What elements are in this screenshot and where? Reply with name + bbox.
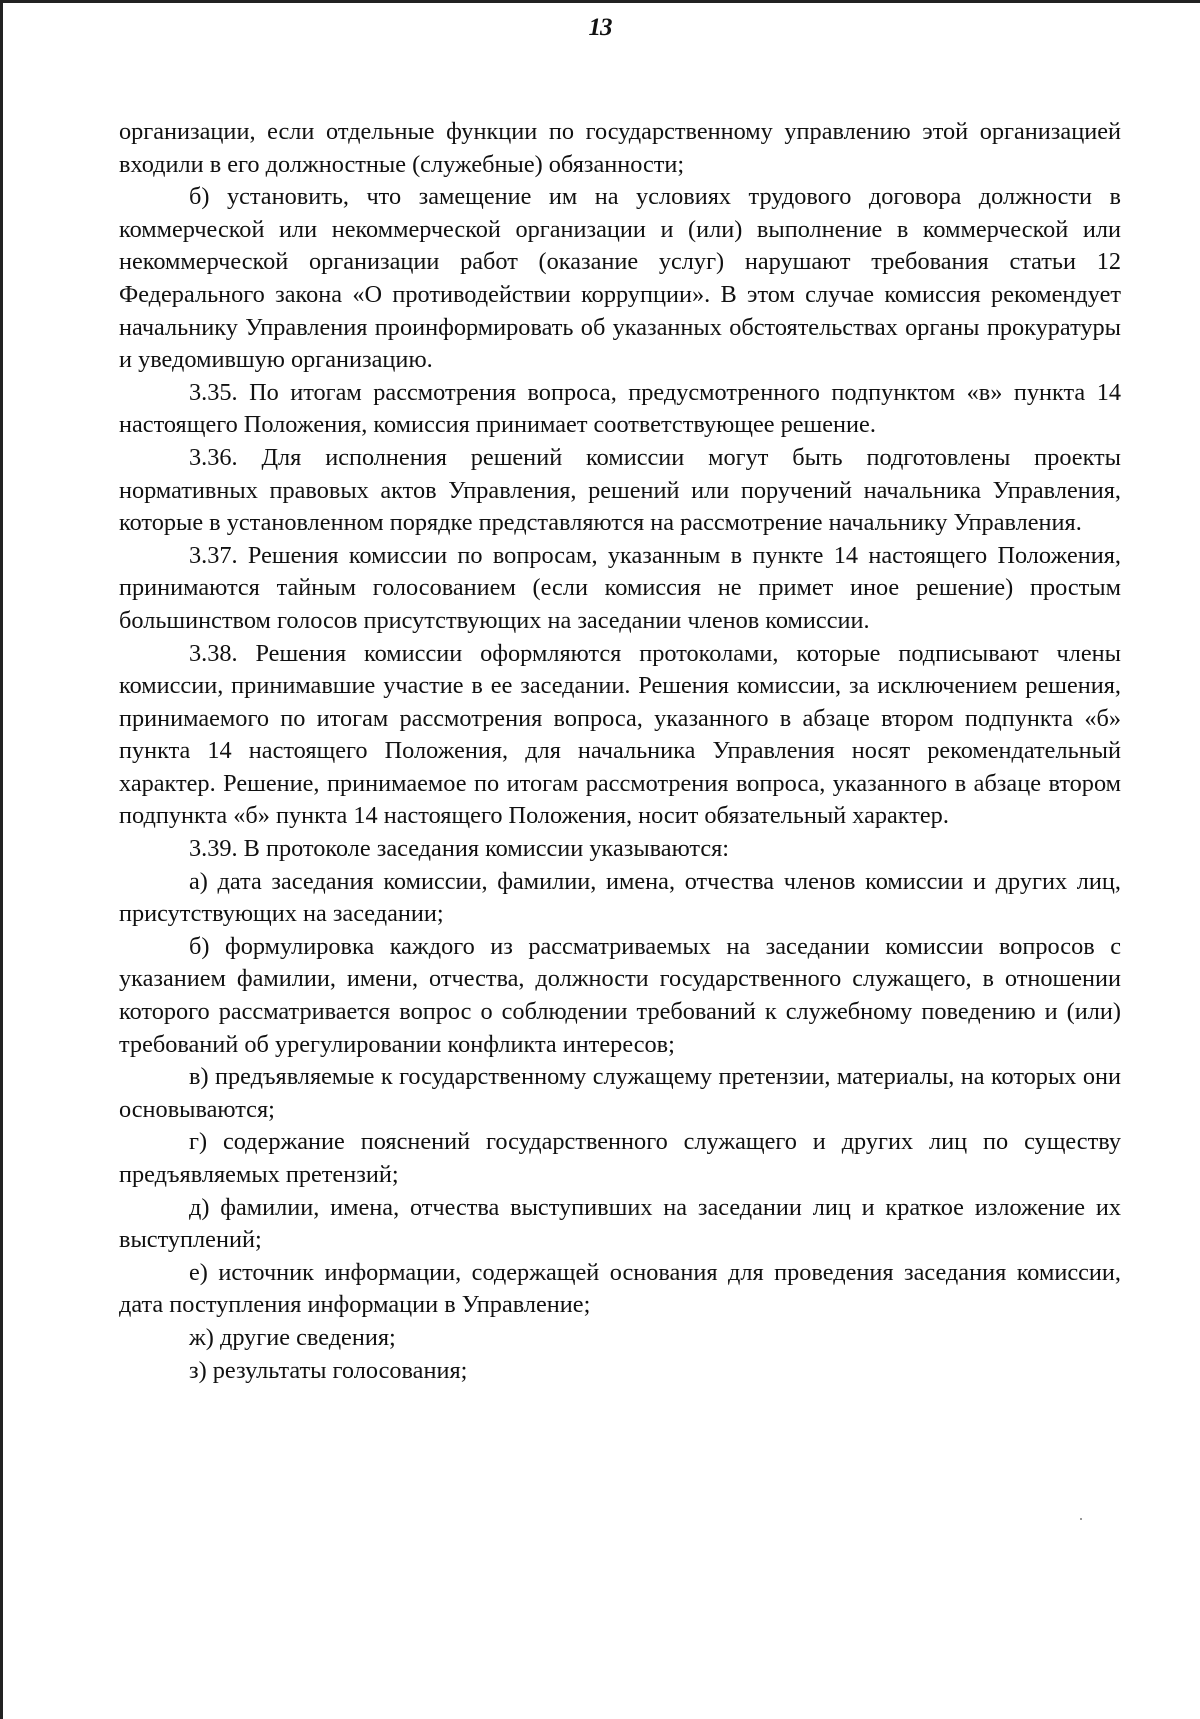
scan-speck [1080,1518,1082,1520]
list-item-e: е) источник информации, содержащей основания для проведения заседания комиссии, дата поступления информации в Управление; [119,1258,1121,1319]
list-item-zh: ж) другие сведения; [189,1323,396,1351]
list-item-v: в) предъявляемые к государственному служащему претензии, материалы, на которых они основываются; [119,1063,1121,1123]
scan-border-left [0,0,3,1719]
paragraph-3-37: 3.37. Решения комиссии по вопросам, указанным в пункте 14 настоящего Положения, принимаются тайным голосованием (если комиссия не примет иное решение) простым большинством голосов присутствующих на заседании членов комиссии. [119,541,1121,634]
list-item-z: з) результаты голосования; [189,1356,468,1384]
document-body [119,116,1121,1387]
paragraph-b-establish: б) установить, что замещение им на условиях трудового договора должности в коммерческой или некоммерческой организации и (или) выполнение в коммерческой или некоммерческой организации работ (оказание услуг) нарушают требования статьи 12 Федерального закона «О противодействии коррупции». В этом случае комиссия рекомендует начальнику Управления проинформировать об указанных обстоятельствах органы прокуратуры и уведомившую организацию. [119,183,1121,374]
scan-border-top [0,0,1200,3]
paragraph-3-36: 3.36. Для исполнения решений комиссии могут быть подготовлены проекты нормативных правовых актов Управления, решений или поручений начальника Управления, которые в установленном порядке представляются на рассмотрение начальнику Управления. [119,443,1121,537]
paragraph-3-35: 3.35. По итогам рассмотрения вопроса, предусмотренного подпунктом «в» пункта 14 настоящего Положения, комиссия принимает соответствующее решение. [119,378,1121,439]
list-item-g: г) содержание пояснений государственного служащего и других лиц по существу предъявляемых претензий; [119,1128,1121,1188]
list-item-b: б) формулировка каждого из рассматриваемых на заседании комиссии вопросов с указанием фамилии, имени, отчества, должности государственного служащего, в отношении которого рассматривается вопрос о соблюдении требований к служебному поведению и (или) требований об урегулировании конфликта интересов; [119,932,1121,1058]
paragraph-3-38: 3.38. Решения комиссии оформляются протоколами, которые подписывают члены комиссии, принимавшие участие в ее заседании. Решения комиссии, за исключением решения, принимаемого по итогам рассмотрения вопроса, указанного в абзаце втором подпункта «б» пункта 14 настоящего Положения, для начальника Управления носят рекомендательный характер. Решение, принимаемое по итогам рассмотрения вопроса, указанного в абзаце втором подпункта «б» пункта 14 настоящего Положения, носит обязательный характер. [119,639,1121,830]
paragraph-3-39: 3.39. В протоколе заседания комиссии указываются: [189,835,730,863]
paragraph-continuation: организации, если отдельные функции по государственному управлению этой организацией входили в его должностные (служебные) обязанности; [119,118,1121,178]
page-number: 13 [588,14,612,41]
list-item-d: д) фамилии, имена, отчества выступивших на заседании лиц и краткое изложение их выступлений; [119,1193,1121,1254]
list-item-a: а) дата заседания комиссии, фамилии, имена, отчества членов комиссии и других лиц, присутствующих на заседании; [119,867,1121,928]
